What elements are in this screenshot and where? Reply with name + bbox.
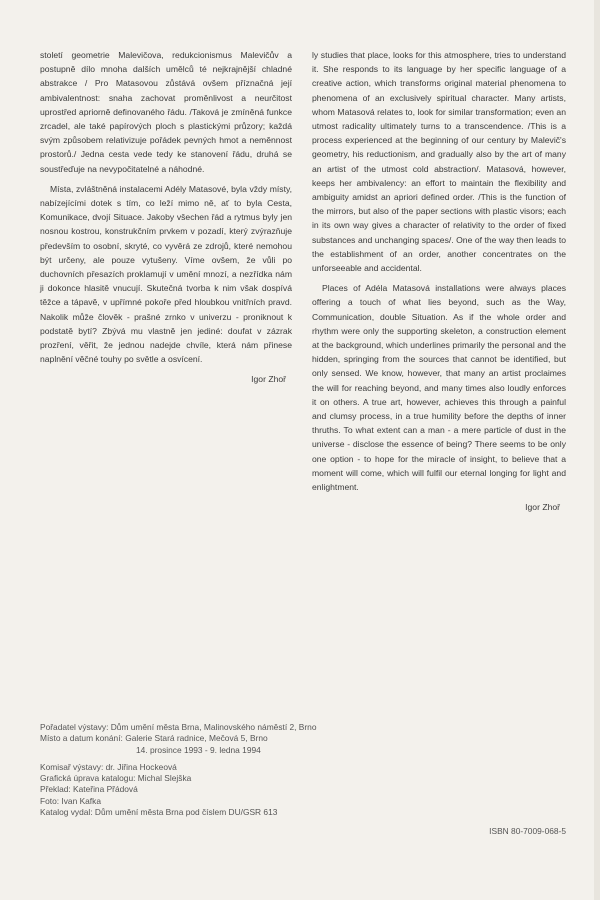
english-text-column — [312, 48, 566, 515]
colophon-dates: 14. prosince 1993 - 9. ledna 1994 — [136, 744, 261, 755]
isbn-number: ISBN 80-7009-068-5 — [489, 826, 566, 836]
colophon-curator: Komisař výstavy: dr. Jiřina Hockeová — [40, 761, 177, 772]
colophon-organizer: Pořadatel výstavy: Dům umění města Brna, Malinovského náměstí 2, Brno — [40, 722, 317, 732]
colophon-venue: Místo a datum konání: Galerie Stará radnice, Mečová 5, Brno — [40, 733, 268, 744]
czech-text-column — [40, 48, 292, 387]
colophon-design: Grafická úprava katalogu: Michal Slejška — [40, 773, 192, 784]
czech-signature: Igor Zhoř — [251, 374, 286, 385]
czech-paragraph-2: Místa, zvláštněná instalacemi Adély Matasové, byla vždy místy, nabízejícími dotek s tím, co leží mimo ně, ať to byla Cesta, Komunikace, dvojí Situace. Jakoby všechen řád a rytmus byly jen nosnou kostrou, konstrukčním prvkem v pozadí, který zvýrazňuje především to osobní, skryté, co vyvěrá ze zdrojů, které nemohou být určeny, ale pouze vytušeny. Víme ovšem, že vůli po duchovních přesazích proklamují v umění mnozí, a nezřídka nám ji dokonce hlasitě vnucují. Skutečná tvorba k nim však dospívá těžce a tápavě, v upřímné pokoře před hloubkou vnitřních pravd. Nakolik může člověk - prašné zrnko v univerzu - proniknout k podstatě bytí? Zbývá mu vlastně jen jediné: doufat v zázrak prozření, věřit, že jednou nadejde chvíle, která nám přinese naplnění věčné touhy po světle a osvícení. — [40, 183, 292, 365]
colophon-translation: Překlad: Kateřina Přádová — [40, 784, 138, 795]
english-paragraph-1: ly studies that place, looks for this atmosphere, tries to understand it. She responds to its language by her specific language of a creative action, which transforms original material phenomena to phenomena of an exclusively spiritual character. Many artists, whom Matasová relates to, look for similar transformation; even an utmost radicality ultimately turns to a transcendence. /This is a process experienced at the beginning of our century by Malevič's geometry, his reductionism, and gradually also by the art of many an artist of the utmost cold abstraction/. Matasová, however, keeps her ambivalency: an effort to maintain the flexibility and ambiguity amidst an apriori defined order. /This is the function of the mirrors, but also of the paper sections with plastic visors; each in its own way gives a character of relativity to the order of fixed substances and unchanging spaces/. One of the way then leads to the establishment of an order, another concentrates on the unforseeable and accidental. — [312, 50, 566, 274]
english-paragraph-2: Places of Adéla Matasová installations were always places offering a touch of what lies beyond, such as the Way, Communication, double Situation. As if the whole order and rhythm were only the supporting skeleton, a construction element at the background, which underlines primarily the personal and the hidden, springing from the sources that cannot be identified, but only sensed. We know, however, that many an artist proclaimes the will for reaching beyond, and many times also loudly enforces it on others. A true art, however, achieves this through a painful and clumsy process, in a true humility before the depths of inner thruths. To what extent can a man - a mere particle of dust in the universe - disclose the essence of being? There seems to be only one option - to hope for the miracle of insight, to believe that a moment will come, which will fulfil our eternal longing for light and enlightment. — [312, 283, 566, 493]
colophon-photo: Foto: Ivan Kafka — [40, 795, 101, 806]
czech-paragraph-1: století geometrie Malevičova, redukcionismus Malevičův a postupně dílo mnoha dalších umělců té nejkrajnější chladné abstrakce / Pro Matasovou zůstává ovšem příznačná její ambivalentnost: snaha zachovat proměnlivost a neurčitost uprostřed apriorně definovaného řádu. /Taková je zmíněná funkce zrcadel, ale také papírových ploch s plastickými průzory; každá svým způsobem relativizuje pořádek pevných hmot a neměnnost prostorů./ Jedna cesta vede tedy ke stanovení řádu, druhá se soustřeďuje na nevypočitatelné a náhodné. — [40, 50, 292, 174]
page-edge-shadow — [594, 0, 600, 900]
colophon-publisher: Katalog vydal: Dům umění města Brna pod číslem DU/GSR 613 — [40, 807, 278, 818]
colophon — [40, 722, 370, 818]
english-signature: Igor Zhoř — [525, 502, 560, 513]
